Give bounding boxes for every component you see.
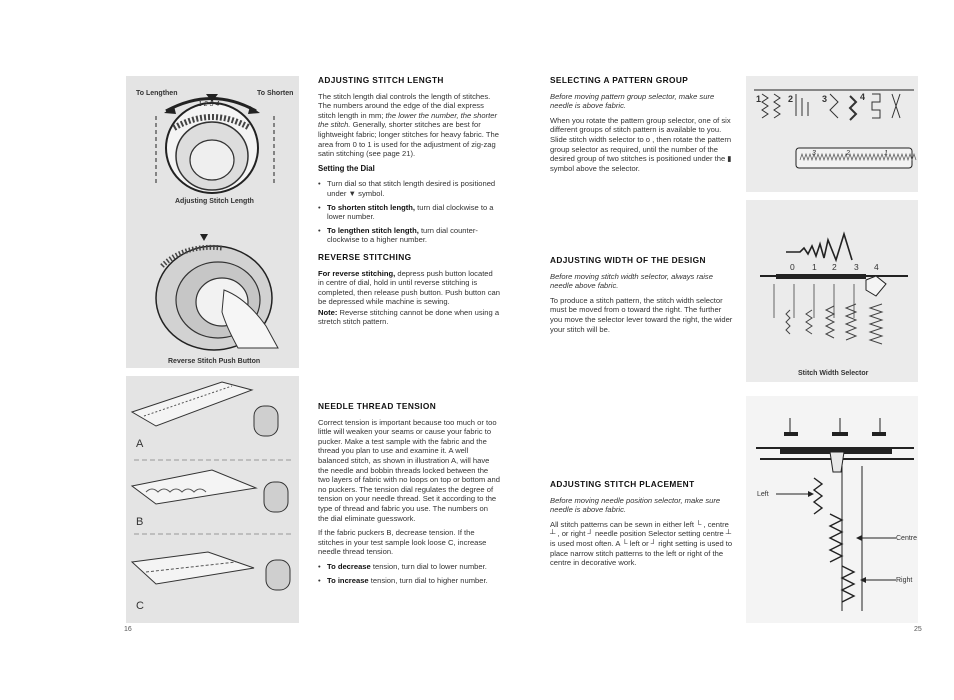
list-item: • To lengthen stitch length, turn dial counter-clockwise to a higher number. xyxy=(318,226,500,245)
selector-number-2: 2 xyxy=(846,150,850,157)
sample-label-a: A xyxy=(136,438,144,450)
width-scale-4: 4 xyxy=(874,262,879,272)
pattern-number-2: 2 xyxy=(788,94,794,104)
width-scale-3: 3 xyxy=(854,262,859,272)
stitch-length-section xyxy=(318,76,500,332)
to-lengthen-label: To Lengthen xyxy=(136,90,178,97)
pattern-group-caution: Before moving pattern group selector, make sure needle is above fabric. xyxy=(550,91,715,111)
list-item: • To increase tension, turn dial to higher number. xyxy=(318,576,500,586)
pattern-group-heading: SELECTING A PATTERN GROUP xyxy=(550,75,689,85)
sample-label-b: B xyxy=(136,516,144,528)
selector-number-3: 3 xyxy=(812,150,816,157)
width-scale-2: 2 xyxy=(832,262,837,272)
left-position-label: Left xyxy=(757,491,769,498)
stitch-length-heading: ADJUSTING STITCH LENGTH xyxy=(318,75,444,85)
pattern-group-text-1: When you rotate the pattern group selector, one of six different groups of stitch pattern is available to you. xyxy=(550,115,731,135)
pattern-number-1: 1 xyxy=(756,94,762,104)
width-of-design-heading: ADJUSTING WIDTH OF THE DESIGN xyxy=(550,255,706,265)
pattern-group-section xyxy=(550,76,734,178)
stitch-width-illustration xyxy=(746,200,918,382)
stitch-length-illustration xyxy=(126,76,299,368)
adjusting-stitch-length-caption: Adjusting Stitch Length xyxy=(175,198,254,205)
pattern-number-3: 3 xyxy=(822,94,828,104)
setting-the-dial-subheading: Setting the Dial xyxy=(318,163,375,173)
stitch-placement-illustration xyxy=(746,396,918,623)
needle-thread-tension-heading: NEEDLE THREAD TENSION xyxy=(318,401,437,411)
stitch-width-selector-caption: Stitch Width Selector xyxy=(798,370,869,377)
list-item: • To decrease tension, turn dial to lower number. xyxy=(318,562,500,572)
tension-samples-drawing xyxy=(126,376,299,623)
list-item: • Turn dial so that stitch length desired is positioned under ▼ symbol. xyxy=(318,179,500,198)
list-item: • To shorten stitch length, turn dial clockwise to a lower number. xyxy=(318,203,500,222)
stitch-width-drawing xyxy=(746,200,918,382)
stitch-placement-drawing xyxy=(746,396,918,623)
stitch-placement-section xyxy=(550,480,734,573)
width-of-design-text: To produce a stitch pattern, the stitch width selector must be moved from o toward the right. The further you move the selector lever toward the right, the wider your stitch will be. xyxy=(550,295,733,334)
tension-paragraph-1: Correct tension is important because too much or too little will weaken your seams or cause your fabric to pucker. Make a test sample with the fabric and the thread you plan to use and examine it. A well balanced stitch, as shown in illustration A, will have the needle and bobbin threads locked between the two layers of fabric with no loops on top or bottom and no puckers. The tension dial regulates the degree of tension on your needle thread. Set it according to the type of thread and fabric you use. The numbers on the dial eliminate guesswork. xyxy=(318,417,500,523)
stitch-placement-text: All stitch patterns can be sewn in either left └ , centre ┴ , or right ┘ needle position Selector setting centre ┴ is used most often. A └ left or ┘ right setting is used to place narrow stitch patterns to the left or right of the centre in decorative work. xyxy=(550,519,733,568)
pattern-number-4: 4 xyxy=(860,92,866,102)
needle-thread-tension-section xyxy=(318,402,500,590)
stitch-length-dial-drawing xyxy=(126,76,299,368)
reverse-stitching-heading: REVERSE STITCHING xyxy=(318,251,412,262)
centre-position-label: Centre xyxy=(896,535,918,542)
right-position-label: Right xyxy=(896,577,913,584)
stitch-placement-heading: ADJUSTING STITCH PLACEMENT xyxy=(550,479,695,489)
width-scale-1: 1 xyxy=(812,262,817,272)
pattern-selector-drawing xyxy=(746,76,918,192)
pattern-group-text-2: Slide stitch width selector to o , then rotate the pattern group selector as required, until the number of the desired group of two stitches is positioned under the ▮ symbol above the selector. xyxy=(550,134,732,173)
selector-number-1: 1 xyxy=(884,150,888,157)
reverse-stitching-note: Note: Reverse stitching cannot be done when using a stretch stitch pattern. xyxy=(318,307,500,327)
width-scale-0: 0 xyxy=(790,262,795,272)
reverse-stitch-push-button-caption: Reverse Stitch Push Button xyxy=(168,358,261,365)
pattern-group-illustration xyxy=(746,76,918,192)
stitch-placement-caution: Before moving needle position selector, make sure needle is above fabric. xyxy=(550,495,721,515)
dial-numbers: 1 2 3 4 xyxy=(198,101,220,108)
width-of-design-section xyxy=(550,256,734,339)
sample-label-c: C xyxy=(136,600,144,612)
tension-paragraph-2: If the fabric puckers B, decrease tension. If the stitches in your test sample look loose C, increase needle thread tension. xyxy=(318,528,487,557)
page-number-right: 25 xyxy=(914,626,922,633)
reverse-stitching-text: For reverse stitching, depress push button located in centre of dial, hold in until reverse stitching is completed, then release push button. Push button can be depressed while machine is sewing. xyxy=(318,268,500,307)
width-of-design-caution: Before moving stitch width selector, always raise needle above fabric. xyxy=(550,271,713,291)
page-number-left: 16 xyxy=(124,626,132,633)
stitch-length-intro: The stitch length dial controls the length of stitches. The numbers around the edge of the dial express stitch length in mm; the lower the number, the shorter the stitch. Generally, shorter stitches are best for lightweight fabric; longer stitches for heavy fabric. The area from 0 to 1 is used for the adjustment of zig-zag satin stitching (see page 21). xyxy=(318,91,499,159)
to-shorten-label: To Shorten xyxy=(257,90,294,97)
thread-tension-illustration xyxy=(126,376,299,623)
